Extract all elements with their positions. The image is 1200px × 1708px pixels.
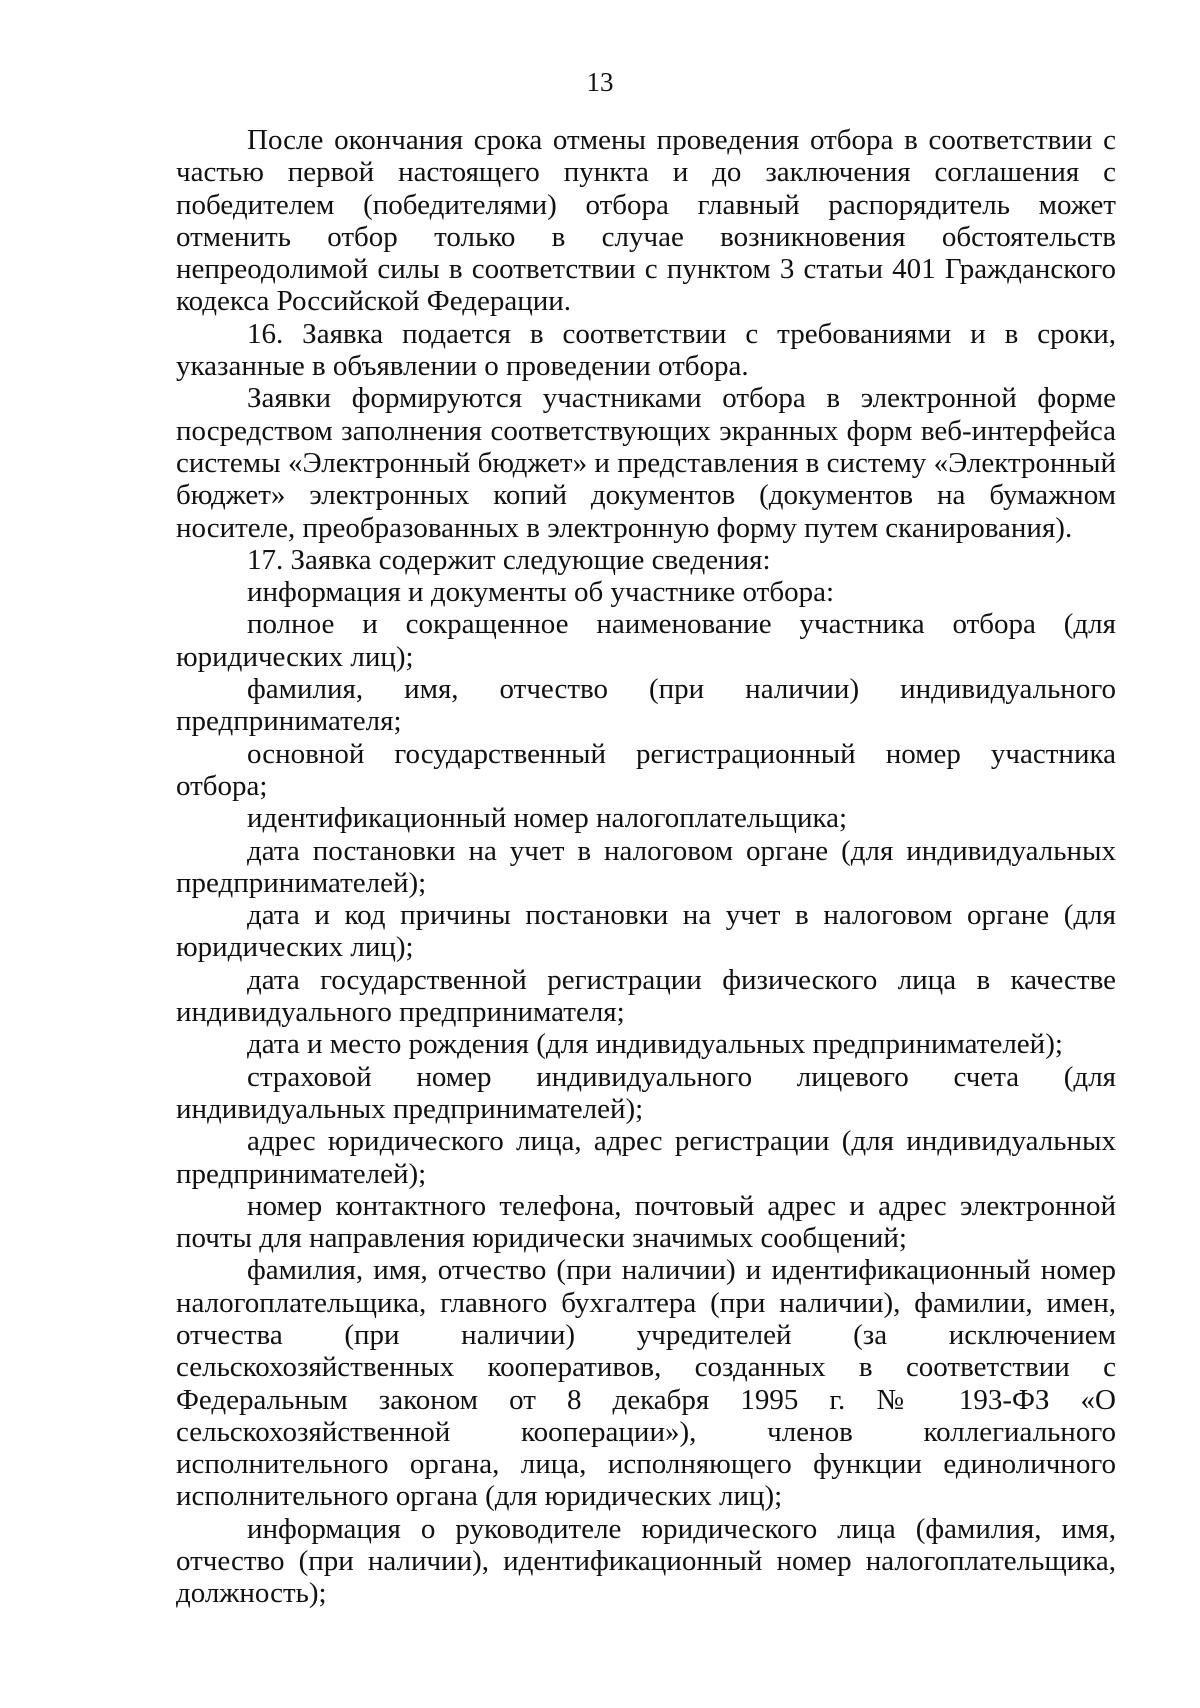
paragraph-address: адрес юридического лица, адрес регистрации (для индивидуальных предпринимателей); xyxy=(176,1125,1116,1190)
paragraph-ogrn: основной государственный регистрационный номер участника отбора; xyxy=(176,737,1116,802)
paragraph-item-16: 16. Заявка подается в соответствии с требованиями и в сроки, указанные в объявлении о проведении отбора. xyxy=(176,317,1116,383)
paragraph-applications-electronic: Заявки формируются участниками отбора в электронной форме посредством заполнения соответствующих экранных форм веб-интерфейса системы «Электронный бюджет» и представления в систему «Электронный бюджет» электронных копий документов (документов на бумажном носителе, преобразованных в электронную форму путем сканирования). xyxy=(176,382,1116,544)
paragraph-tax-registration-date-ip: дата постановки на учет в налоговом органе (для индивидуальных предпринимателей); xyxy=(176,834,1116,899)
paragraph-cancellation: После окончания срока отмены проведения отбора в соответствии с частью первой настоящего пункта и до заключения соглашения с победителем (победителями) отбора главный распорядитель может отменить отбор только в случае возникновения обстоятельств непреодолимой силы в соответствии с пунктом 3 статьи 401 Гражданского кодекса Российской Федерации. xyxy=(176,124,1116,318)
paragraph-contacts: номер контактного телефона, почтовый адрес и адрес электронной почты для направления юридически значимых сообщений; xyxy=(176,1189,1116,1255)
paragraph-state-registration-date: дата государственной регистрации физического лица в качестве индивидуального предпринимателя; xyxy=(176,963,1116,1029)
paragraph-birth-date-place: дата и место рождения (для индивидуальных предпринимателей); xyxy=(247,1028,1063,1061)
paragraph-snils: страховой номер индивидуального лицевого счета (для индивидуальных предпринимателей); xyxy=(176,1060,1116,1125)
paragraph-participant-info: информация и документы об участнике отбора: xyxy=(247,576,835,609)
paragraph-item-17: 17. Заявка содержит следующие сведения: xyxy=(247,543,771,576)
paragraph-inn: идентификационный номер налогоплательщика; xyxy=(247,802,848,835)
document-body xyxy=(176,124,1116,1610)
page-number: 13 xyxy=(586,67,614,97)
paragraph-founders-accountant: фамилия, имя, отчество (при наличии) и идентификационный номер налогоплательщика, главного бухгалтера (при наличии), фамилии, имен, отчества (при наличии) учредителей (за исключением сельскохозяйственных кооперативов, созданных в соответствии с Федеральным законом от 8 декабря 1995 г. № 193-ФЗ «О сельскохозяйственной кооперации»), членов коллегиального исполнительного органа, лица, исполняющего функции единоличного исполнительного органа (для юридических лиц); xyxy=(176,1254,1116,1513)
paragraph-full-short-name: полное и сокращенное наименование участника отбора (для юридических лиц); xyxy=(176,608,1116,673)
paragraph-head-info: информация о руководителе юридического лица (фамилия, имя, отчество (при наличии), идентификационный номер налогоплательщика, должность); xyxy=(176,1512,1116,1610)
paragraph-tax-registration-code: дата и код причины постановки на учет в налоговом органе (для юридических лиц); xyxy=(176,899,1116,964)
paragraph-entrepreneur-name: фамилия, имя, отчество (при наличии) индивидуального предпринимателя; xyxy=(176,673,1116,738)
